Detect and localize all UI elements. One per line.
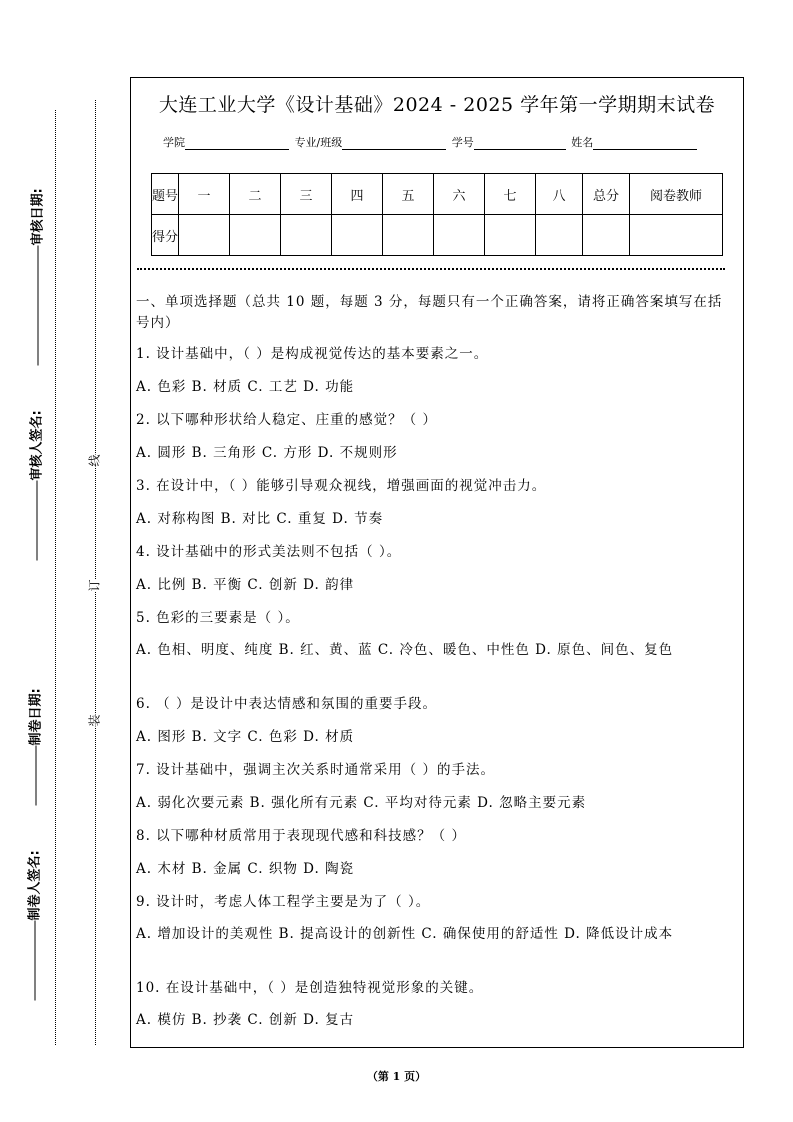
score-col-grader: 阅卷教师	[630, 174, 723, 215]
score-cell[interactable]	[583, 215, 630, 256]
name-label: 姓名	[571, 136, 594, 149]
review-date-blank[interactable]	[38, 246, 39, 366]
page-number: （第 1 页）	[366, 1070, 427, 1083]
score-col-4: 四	[332, 174, 383, 215]
score-col-7: 七	[485, 174, 536, 215]
score-col-6: 六	[434, 174, 485, 215]
options-9: A. 增加设计的美观性 B. 提高设计的创新性 C. 确保使用的舒适性 D. 降低设计成本	[136, 926, 674, 942]
question-6: 6. （ ）是设计中表达情感和氛围的重要手段。	[136, 696, 437, 712]
score-col-1: 一	[179, 174, 230, 215]
margin-dotted-line-inner	[95, 100, 96, 1045]
score-col-3: 三	[281, 174, 332, 215]
question-7: 7. 设计基础中，强调主次关系时通常采用（ ）的手法。	[136, 762, 495, 778]
options-5: A. 色相、明度、纯度 B. 红、黄、蓝 C. 冷色、暖色、中性色 D. 原色、间色、复色	[136, 642, 674, 658]
question-2: 2. 以下哪种形状给人稳定、庄重的感觉？（ ）	[136, 412, 437, 428]
score-cell[interactable]	[230, 215, 281, 256]
maker-date-blank[interactable]	[36, 746, 37, 806]
score-cell[interactable]	[536, 215, 583, 256]
student-info-row	[163, 134, 699, 150]
major-label: 专业/班级	[294, 136, 343, 149]
margin-dotted-line-outer	[55, 110, 56, 1045]
maker-sign-blank[interactable]	[35, 921, 36, 1001]
review-date-label: 审核日期:	[30, 188, 46, 246]
maker-date-label: 制卷日期:	[28, 688, 44, 746]
score-cell[interactable]	[485, 215, 536, 256]
score-col-5: 五	[383, 174, 434, 215]
score-table-score-row	[152, 215, 723, 256]
options-2: A. 圆形 B. 三角形 C. 方形 D. 不规则形	[136, 445, 398, 461]
options-1: A. 色彩 B. 材质 C. 工艺 D. 功能	[136, 379, 355, 395]
score-col-2: 二	[230, 174, 281, 215]
question-4: 4. 设计基础中的形式美法则不包括（ ）。	[136, 544, 402, 560]
maker-sign-field	[24, 850, 43, 1005]
binding-mark-ding: 订	[84, 579, 105, 591]
reviewer-sign-field	[26, 410, 45, 565]
score-cell[interactable]	[281, 215, 332, 256]
score-col-total: 总分	[583, 174, 630, 215]
score-col-8: 八	[536, 174, 583, 215]
college-field[interactable]	[185, 149, 289, 150]
score-cell[interactable]	[383, 215, 434, 256]
major-field[interactable]	[342, 149, 446, 150]
options-4: A. 比例 B. 平衡 C. 创新 D. 韵律	[136, 577, 355, 593]
question-1: 1. 设计基础中，（ ）是构成视觉传达的基本要素之一。	[136, 346, 489, 362]
score-cell[interactable]	[434, 215, 485, 256]
score-table-row1-label: 题号	[152, 174, 179, 215]
binding-mark-xian: 线	[84, 454, 105, 466]
score-table-header-row	[152, 174, 723, 215]
name-field[interactable]	[593, 149, 697, 150]
score-table-row2-label: 得分	[152, 215, 179, 256]
question-9: 9. 设计时，考虑人体工程学主要是为了（ ）。	[136, 894, 431, 910]
question-8: 8. 以下哪种材质常用于表现现代感和科技感？（ ）	[136, 828, 466, 844]
student-id-label: 学号	[451, 136, 474, 149]
score-cell[interactable]	[332, 215, 383, 256]
reviewer-sign-blank[interactable]	[37, 481, 38, 561]
options-6: A. 图形 B. 文字 C. 色彩 D. 材质	[136, 729, 355, 745]
reviewer-sign-label: 审核人签名:	[29, 410, 45, 481]
score-table	[151, 173, 723, 256]
question-10: 10. 在设计基础中，（ ）是创造独特视觉形象的关键。	[136, 980, 484, 996]
section-separator	[137, 268, 725, 270]
review-date-field	[27, 188, 46, 370]
options-8: A. 木材 B. 金属 C. 织物 D. 陶瓷	[136, 861, 355, 877]
maker-sign-label: 制卷人签名:	[27, 850, 43, 921]
college-label: 学院	[163, 136, 185, 149]
question-3: 3. 在设计中，（ ）能够引导观众视线，增强画面的视觉冲击力。	[136, 478, 547, 494]
options-10: A. 模仿 B. 抄袭 C. 创新 D. 复古	[136, 1012, 355, 1028]
score-cell[interactable]	[630, 215, 723, 256]
student-id-field[interactable]	[474, 149, 566, 150]
exam-title: 大连工业大学《设计基础》2024 - 2025 学年第一学期期末试卷	[158, 94, 716, 116]
options-3: A. 对称构图 B. 对比 C. 重复 D. 节奏	[136, 511, 384, 527]
question-5: 5. 色彩的三要素是（ ）。	[136, 610, 300, 626]
options-7: A. 弱化次要元素 B. 强化所有元素 C. 平均对待元素 D. 忽略主要元素	[136, 795, 587, 811]
binding-mark-zhuang: 装	[84, 714, 105, 726]
maker-date-field	[25, 690, 44, 810]
section-intro: 一、单项选择题（总共 10 题，每题 3 分，每题只有一个正确答案，请将正确答案填写在括号内）	[136, 294, 723, 331]
score-cell[interactable]	[179, 215, 230, 256]
exam-frame	[130, 77, 744, 1048]
